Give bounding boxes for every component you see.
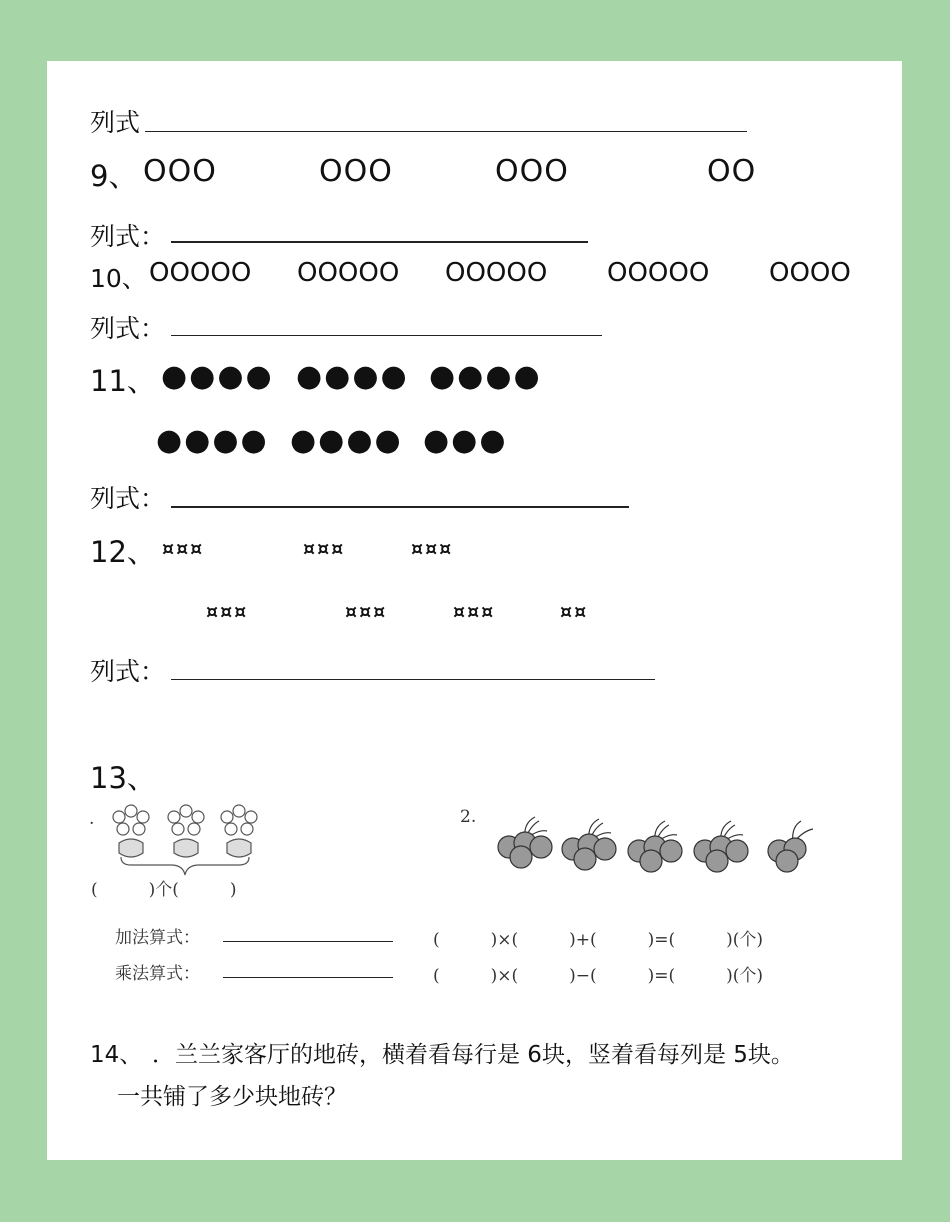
q8-answer-line[interactable]	[145, 131, 747, 132]
q13-equation-1[interactable]: ( )×( )+( )=( )(个)	[433, 930, 764, 950]
q11-row2-group-1: ●●●●	[156, 423, 269, 458]
q14-problem-line-1: ．兰兰家客厅的地砖，横着看每行是 6块，竖着看每列是 5块。	[152, 1042, 794, 1068]
cherry-icon	[628, 821, 682, 872]
q9-number: 9、	[90, 159, 138, 193]
q8-formula-label: 列式	[90, 108, 141, 137]
cherry-icon	[562, 819, 616, 870]
q12-row2-group-4: ¤¤	[560, 601, 589, 623]
q12-number: 12、	[90, 535, 156, 569]
q13-part2-marker: 2.	[460, 807, 477, 827]
q13-number: 13、	[90, 761, 156, 795]
q13-addition-label: 加法算式：	[115, 928, 200, 948]
q10-answer-line[interactable]	[171, 335, 602, 336]
q13-multiplication-answer-line[interactable]	[223, 977, 393, 978]
q12-row1-group-2: ¤¤¤	[303, 538, 346, 560]
q13-part1-marker: .	[89, 809, 95, 829]
q13-addition-answer-line[interactable]	[223, 941, 393, 942]
q11-answer-line[interactable]	[171, 506, 629, 508]
q10-number: 10、	[90, 264, 147, 293]
q13-multiplication-label: 乘法算式：	[115, 964, 200, 984]
q9-answer-line[interactable]	[171, 241, 588, 243]
q12-row1-group-1: ¤¤¤	[162, 538, 205, 560]
q9-group-2: OOO	[319, 154, 393, 189]
q14-problem-line-2: 一共铺了多少块地砖？	[117, 1084, 347, 1110]
flower-vase-icon	[113, 805, 149, 857]
q12-row2-group-2: ¤¤¤	[345, 601, 388, 623]
q10-group-4: OOOOO	[607, 258, 710, 288]
q13-cherries-image	[495, 813, 825, 875]
q11-row1-group-3: ●●●●	[429, 359, 542, 394]
q12-formula-label: 列式：	[90, 657, 166, 686]
q9-group-3: OOO	[495, 154, 569, 189]
q11-row2-group-3: ●●●	[423, 423, 508, 458]
q12-row1-group-3: ¤¤¤	[411, 538, 454, 560]
q11-formula-label: 列式：	[90, 484, 166, 513]
q10-formula-label: 列式：	[90, 314, 166, 343]
q12-row2-group-3: ¤¤¤	[453, 601, 496, 623]
flower-vase-icon	[168, 805, 204, 857]
q10-group-1: OOOOO	[149, 258, 252, 288]
q11-row1-group-2: ●●●●	[296, 359, 409, 394]
q11-row2-group-2: ●●●●	[290, 423, 403, 458]
q11-number: 11、	[90, 364, 156, 398]
q10-group-2: OOOOO	[297, 258, 400, 288]
q13-equation-2[interactable]: ( )×( )−( )=( )(个)	[433, 966, 764, 986]
cherry-icon	[498, 817, 552, 868]
q9-group-4: OO	[707, 154, 757, 189]
q12-row2-group-1: ¤¤¤	[206, 601, 249, 623]
q10-group-5: OOOO	[769, 258, 851, 288]
q11-row1-group-1: ●●●●	[161, 359, 274, 394]
q10-group-3: OOOOO	[445, 258, 548, 288]
q12-answer-line[interactable]	[171, 679, 655, 680]
q13-count-blanks[interactable]: ( )个( )	[91, 880, 237, 900]
worksheet-page	[47, 61, 902, 1160]
q9-group-1: OOO	[143, 154, 217, 189]
cherry-icon	[768, 821, 813, 872]
cherry-icon	[694, 821, 748, 872]
q14-number: 14、	[90, 1042, 143, 1068]
flower-vase-icon	[221, 805, 257, 857]
q9-formula-label: 列式：	[90, 222, 166, 251]
